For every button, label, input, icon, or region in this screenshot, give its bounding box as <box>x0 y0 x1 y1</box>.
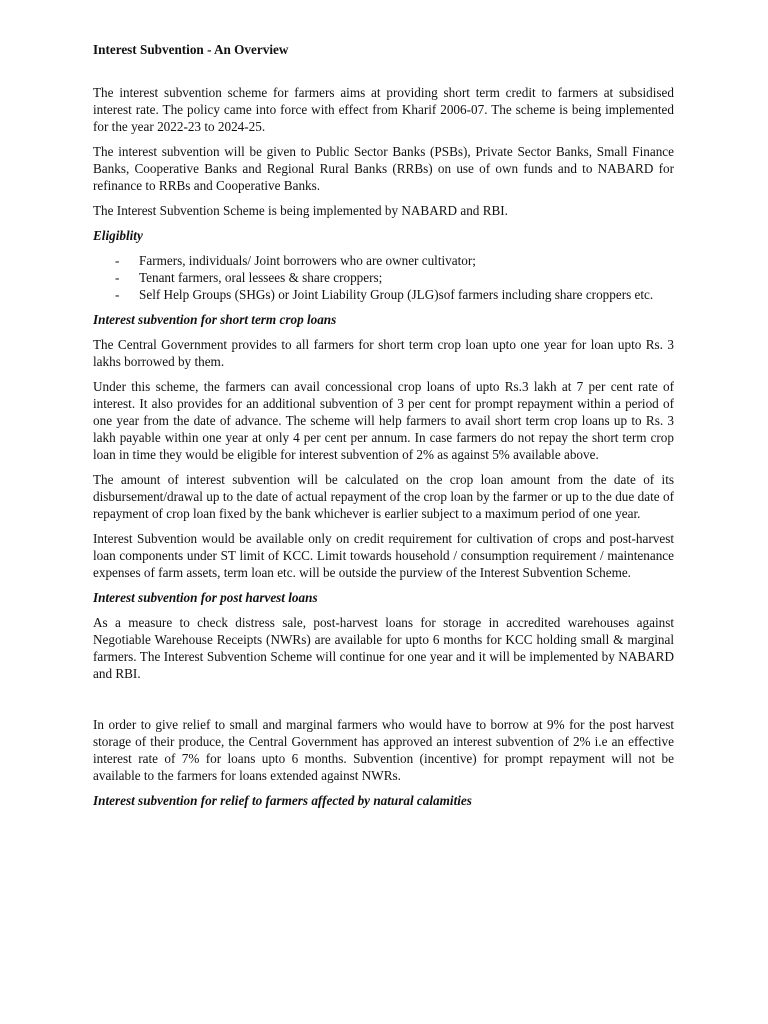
intro-paragraph: The Interest Subvention Scheme is being implemented by NABARD and RBI. <box>93 203 508 218</box>
short-term-paragraph: Interest Subvention would be available only on credit requirement for cultivation of crops and post-harvest loan components under ST limit of KCC. Limit towards household / consumption requirement / maintenance expenses of farm assets, term loan etc. will be outside the purview of the Interest Subvention Scheme. <box>93 531 674 580</box>
intro-paragraph: The interest subvention scheme for farmers aims at providing short term credit to farmers at subsidised interest rate. The policy came into force with effect from Kharif 2006-07. The scheme is being implemented for the year 2022-23 to 2024-25. <box>93 85 674 134</box>
list-item-text: Farmers, individuals/ Joint borrowers who are owner cultivator; <box>139 253 476 268</box>
post-harvest-paragraph: In order to give relief to small and marginal farmers who would have to borrow at 9% for the post harvest storage of their produce, the Central Government has approved an interest subvention of 2% i.e an effective interest rate of 7% for loans upto 6 months. Subvention (incentive) for prompt repayment will not be available to the farmers for loans extended against NWRs. <box>93 717 674 783</box>
intro-paragraph: The interest subvention will be given to Public Sector Banks (PSBs), Private Sector Banks, Small Finance Banks, Cooperative Banks and Regional Rural Banks (RRBs) on use of own funds and to NABARD for refinance to RRBs and Cooperative Banks. <box>93 144 674 193</box>
bullet-dash: - <box>115 270 120 285</box>
post-harvest-paragraph: As a measure to check distress sale, post-harvest loans for storage in accredited warehouses against Negotiable Warehouse Receipts (NWRs) are available for upto 6 months for KCC holding small & marginal farmers. The Interest Subvention Scheme will continue for one year and it will be implemented by NABARD and RBI. <box>93 615 674 681</box>
list-item <box>93 269 674 286</box>
list-item <box>93 286 674 303</box>
document-page <box>93 41 674 817</box>
post-harvest-heading: Interest subvention for post harvest loans <box>93 590 318 605</box>
list-item-text: Self Help Groups (SHGs) or Joint Liability Group (JLG)sof farmers including share croppers etc. <box>139 287 654 302</box>
short-term-paragraph: The Central Government provides to all farmers for short term crop loan upto one year for loan upto Rs. 3 lakhs borrowed by them. <box>93 337 674 369</box>
list-item-text: Tenant farmers, oral lessees & share croppers; <box>139 270 383 285</box>
list-item <box>93 252 674 269</box>
bullet-dash: - <box>115 253 120 268</box>
bullet-dash: - <box>115 287 120 302</box>
short-term-paragraph: The amount of interest subvention will be calculated on the crop loan amount from the date of its disbursement/drawal up to the date of actual repayment of the crop loan by the farmer or up to the due date of repayment of crop loan fixed by the bank whichever is earlier subject to a maximum period of one year. <box>93 472 674 521</box>
document-title: Interest Subvention - An Overview <box>93 42 289 57</box>
eligibility-heading: Eligiblity <box>93 228 143 243</box>
short-term-paragraph: Under this scheme, the farmers can avail concessional crop loans of upto Rs.3 lakh at 7 per cent rate of interest. It also provides for an additional subvention of 3 per cent for prompt repayment within a period of one year from the date of advance. The scheme will help farmers to avail short term crop loans up to Rs. 3 lakh payable within one year at only 4 per cent per annum. In case farmers do not repay the short term crop loan in time they would be eligible for interest subvention of 2% as against 5% available above. <box>93 379 674 462</box>
natural-calamities-heading: Interest subvention for relief to farmers affected by natural calamities <box>93 793 472 808</box>
short-term-heading: Interest subvention for short term crop loans <box>93 312 337 327</box>
eligibility-list <box>93 252 674 303</box>
blank-spacer <box>93 690 674 716</box>
